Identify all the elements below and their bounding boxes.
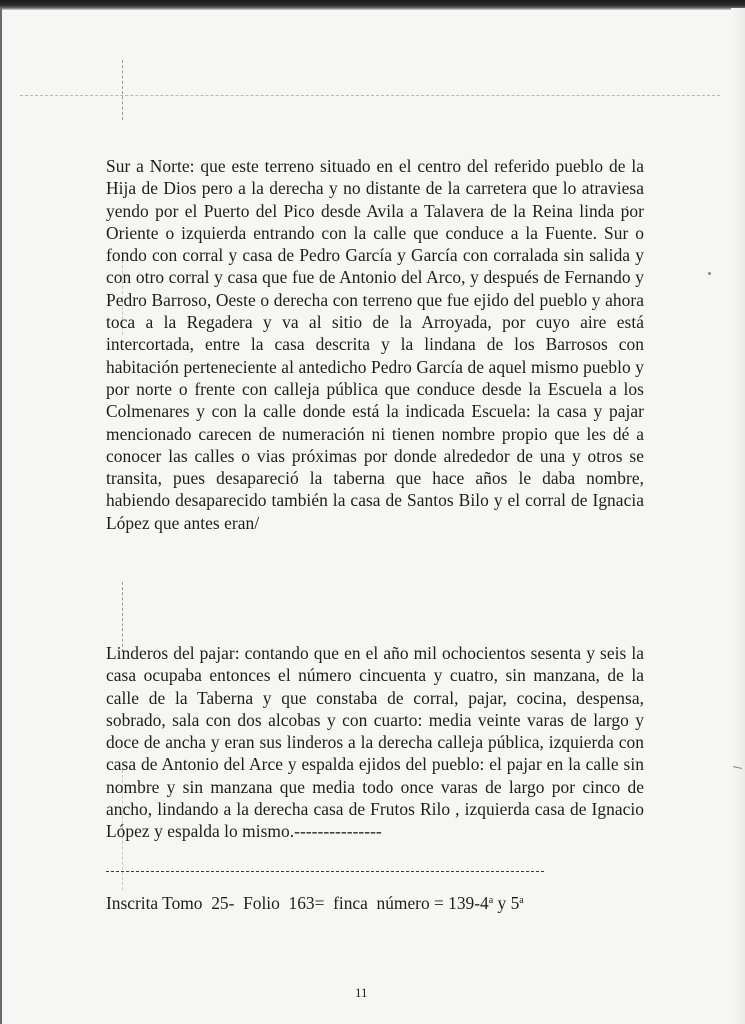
superscript-ordinal: a (519, 895, 524, 906)
scan-speck (708, 272, 711, 275)
fold-line-vertical (122, 60, 123, 120)
paragraph-sur-a-norte: Sur a Norte: que este terreno situado en el centro del referido pueblo de la Hija de Dios pero a la derecha y no distante de la carretera que lo atraviesa yendo por el Puerto del Pico desde Avila a Talavera de la Reina linda por Oriente o izquierda entrando con la calle que conduce a la Fuente. Sur o fondo con corral y casa de Pedro García y García con corralada sin salida y con otro corral y casa que fue de Antonio del Arco, y después de Fernando y Pedro Barroso, Oeste o derecha con terreno que fue ejido del pueblo y ahora toca a la Regadera y va al sitio de la Arroyada, por cuyo aire está intercortada, entre la casa descrita y la lindana de los Barrosos con habitación perteneciente al antedicho Pedro García de aquel mismo pueblo y por norte o frente con calleja pública que conduce desde la Escuela a los Colmenares y con la calle donde está la indicada Escuela: la casa y pajar mencionado carecen de numeración ni tienen nombre propio que les dé a conocer las calles o vias próximas por donde alrededor de una y otros se transita, pues desapareció la taberna que hace años le daba nombre, habiendo desaparecido también la casa de Santos Bilo y el corral de Ignacia López que antes eran/ (106, 156, 644, 533)
page-number: 11 (355, 985, 368, 1000)
scan-right-edge (731, 8, 745, 1024)
inscription-line (106, 890, 524, 914)
scan-top-edge (0, 0, 745, 10)
fold-line-horizontal (20, 95, 720, 96)
scan-left-edge (0, 8, 2, 1024)
dashed-separator (106, 871, 544, 872)
paragraph-linderos-del-pajar: Linderos del pajar: contando que en el año mil ochocientos sesenta y seis la casa ocupaba entonces el número cincuenta y cuatro, sin manzana, de la calle de la Taberna y que constaba de corral, pajar, cocina, despensa, sobrado, sala con dos alcobas y con cuarto: media veinte varas de largo y doce de ancha y eran sus linderos a la derecha calleja pública, izquierda con casa de Antonio del Arce y espalda ejidos del pueblo: el pajar en la calle sin nombre y sin manzana que media todo once varas de largo por cinco de ancho, lindando a la derecha casa de Frutos Rilo , izquierda casa de Ignacio López y espalda lo mismo.--------------- (106, 643, 644, 842)
inscription-text: Inscrita Tomo 25- Folio 163= finca número = 139-4 (106, 893, 489, 913)
inscription-text: y 5 (493, 893, 520, 913)
superscript-ordinal: a (488, 895, 494, 906)
